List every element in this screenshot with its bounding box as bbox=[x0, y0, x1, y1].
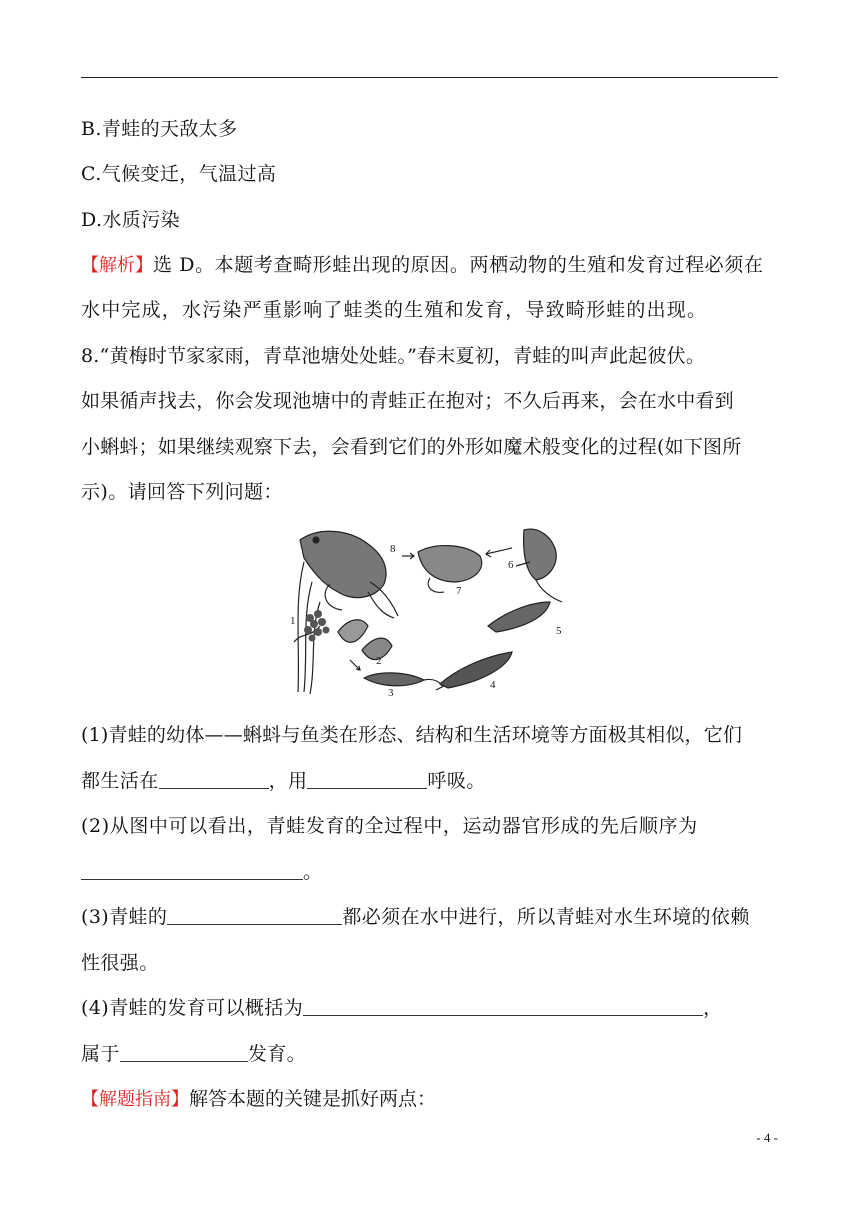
figure-label-8: 8 bbox=[390, 543, 396, 555]
answer-blank-habitat[interactable] bbox=[159, 770, 269, 789]
figure-label-7: 7 bbox=[456, 585, 462, 597]
subquestion-4-text-d: 发育。 bbox=[247, 1043, 307, 1065]
subquestion-4-line-2 bbox=[81, 1039, 306, 1066]
figure-label-2: 2 bbox=[376, 655, 382, 667]
guide-tag: 【解题指南】 bbox=[81, 1089, 189, 1110]
subquestion-2-line-1: (2)从图中可以看出，青蛙发育的全过程中，运动器官形成的先后顺序为 bbox=[81, 815, 698, 837]
subquestion-1-line-1: (1)青蛙的幼体——蝌蚪与鱼类在形态、结构和生活环境等方面极其相似，它们 bbox=[81, 724, 743, 746]
analysis-text-1: 选 D。本题考查畸形蛙出现的原因。两栖动物的生殖和发育过程必须在 bbox=[153, 254, 764, 276]
subquestion-3-text-a: (3)青蛙的 bbox=[81, 906, 168, 928]
question-8-line-4: 示)。请回答下列问题： bbox=[81, 481, 283, 503]
answer-blank-organ-order[interactable] bbox=[81, 861, 303, 880]
subquestion-4-line-1 bbox=[81, 993, 723, 1020]
subquestion-1-text-a: 都生活在 bbox=[81, 770, 159, 792]
subquestion-4-text-b: ， bbox=[703, 997, 723, 1019]
question-8-line-1: 8.“黄梅时节家家雨，青草池塘处处蛙。”春末夏初，青蛙的叫声此起彼伏。 bbox=[81, 345, 706, 367]
subquestion-1-text-c: 呼吸。 bbox=[427, 770, 486, 792]
subquestion-4-text-c: 属于 bbox=[81, 1043, 120, 1065]
question-8-line-2: 如果循声找去，你会发现池塘中的青蛙正在抱对；不久后再来，会在水中看到 bbox=[81, 390, 734, 412]
guide-text: 解答本题的关键是抓好两点： bbox=[189, 1088, 437, 1110]
option-b: B.青蛙的天敌太多 bbox=[81, 118, 238, 140]
analysis-line-1 bbox=[81, 250, 763, 277]
page-number: - 4 - bbox=[756, 1130, 778, 1145]
question-8-line-3: 小蝌蚪；如果继续观察下去，会看到它们的外形如魔术般变化的过程(如下图所 bbox=[81, 436, 742, 458]
subquestion-1-text-b: ，用 bbox=[268, 770, 308, 792]
subquestion-3-line-1 bbox=[81, 902, 750, 929]
option-d: D.水质污染 bbox=[81, 209, 180, 231]
header-rule bbox=[81, 77, 778, 78]
figure-label-5: 5 bbox=[556, 625, 562, 637]
subquestion-2-line-2 bbox=[81, 857, 322, 884]
figure-label-4: 4 bbox=[490, 679, 496, 691]
analysis-tag: 【解析】 bbox=[81, 255, 153, 276]
answer-blank-development-type[interactable] bbox=[120, 1043, 248, 1062]
figure-label-6: 6 bbox=[508, 559, 514, 571]
answer-blank-respiration[interactable] bbox=[307, 770, 427, 789]
subquestion-2-end: 。 bbox=[303, 861, 323, 883]
subquestion-3-text-b: 都必须在水中进行，所以青蛙对水生环境的依赖 bbox=[342, 906, 750, 928]
guide-line bbox=[81, 1084, 436, 1111]
analysis-line-2: 水中完成，水污染严重影响了蛙类的生殖和发育，导致畸形蛙的出现。 bbox=[81, 299, 708, 321]
subquestion-1-line-2 bbox=[81, 766, 486, 793]
frog-life-cycle-figure bbox=[290, 522, 580, 698]
answer-blank-reproduction[interactable] bbox=[167, 906, 342, 925]
option-c: C.气候变迁，气温过高 bbox=[81, 163, 277, 185]
figure-label-1: 1 bbox=[290, 615, 296, 627]
figure-label-3: 3 bbox=[388, 687, 394, 698]
subquestion-4-text-a: (4)青蛙的发育可以概括为 bbox=[81, 997, 304, 1019]
answer-blank-development-summary[interactable] bbox=[303, 997, 703, 1016]
subquestion-3-line-2: 性很强。 bbox=[81, 952, 159, 974]
